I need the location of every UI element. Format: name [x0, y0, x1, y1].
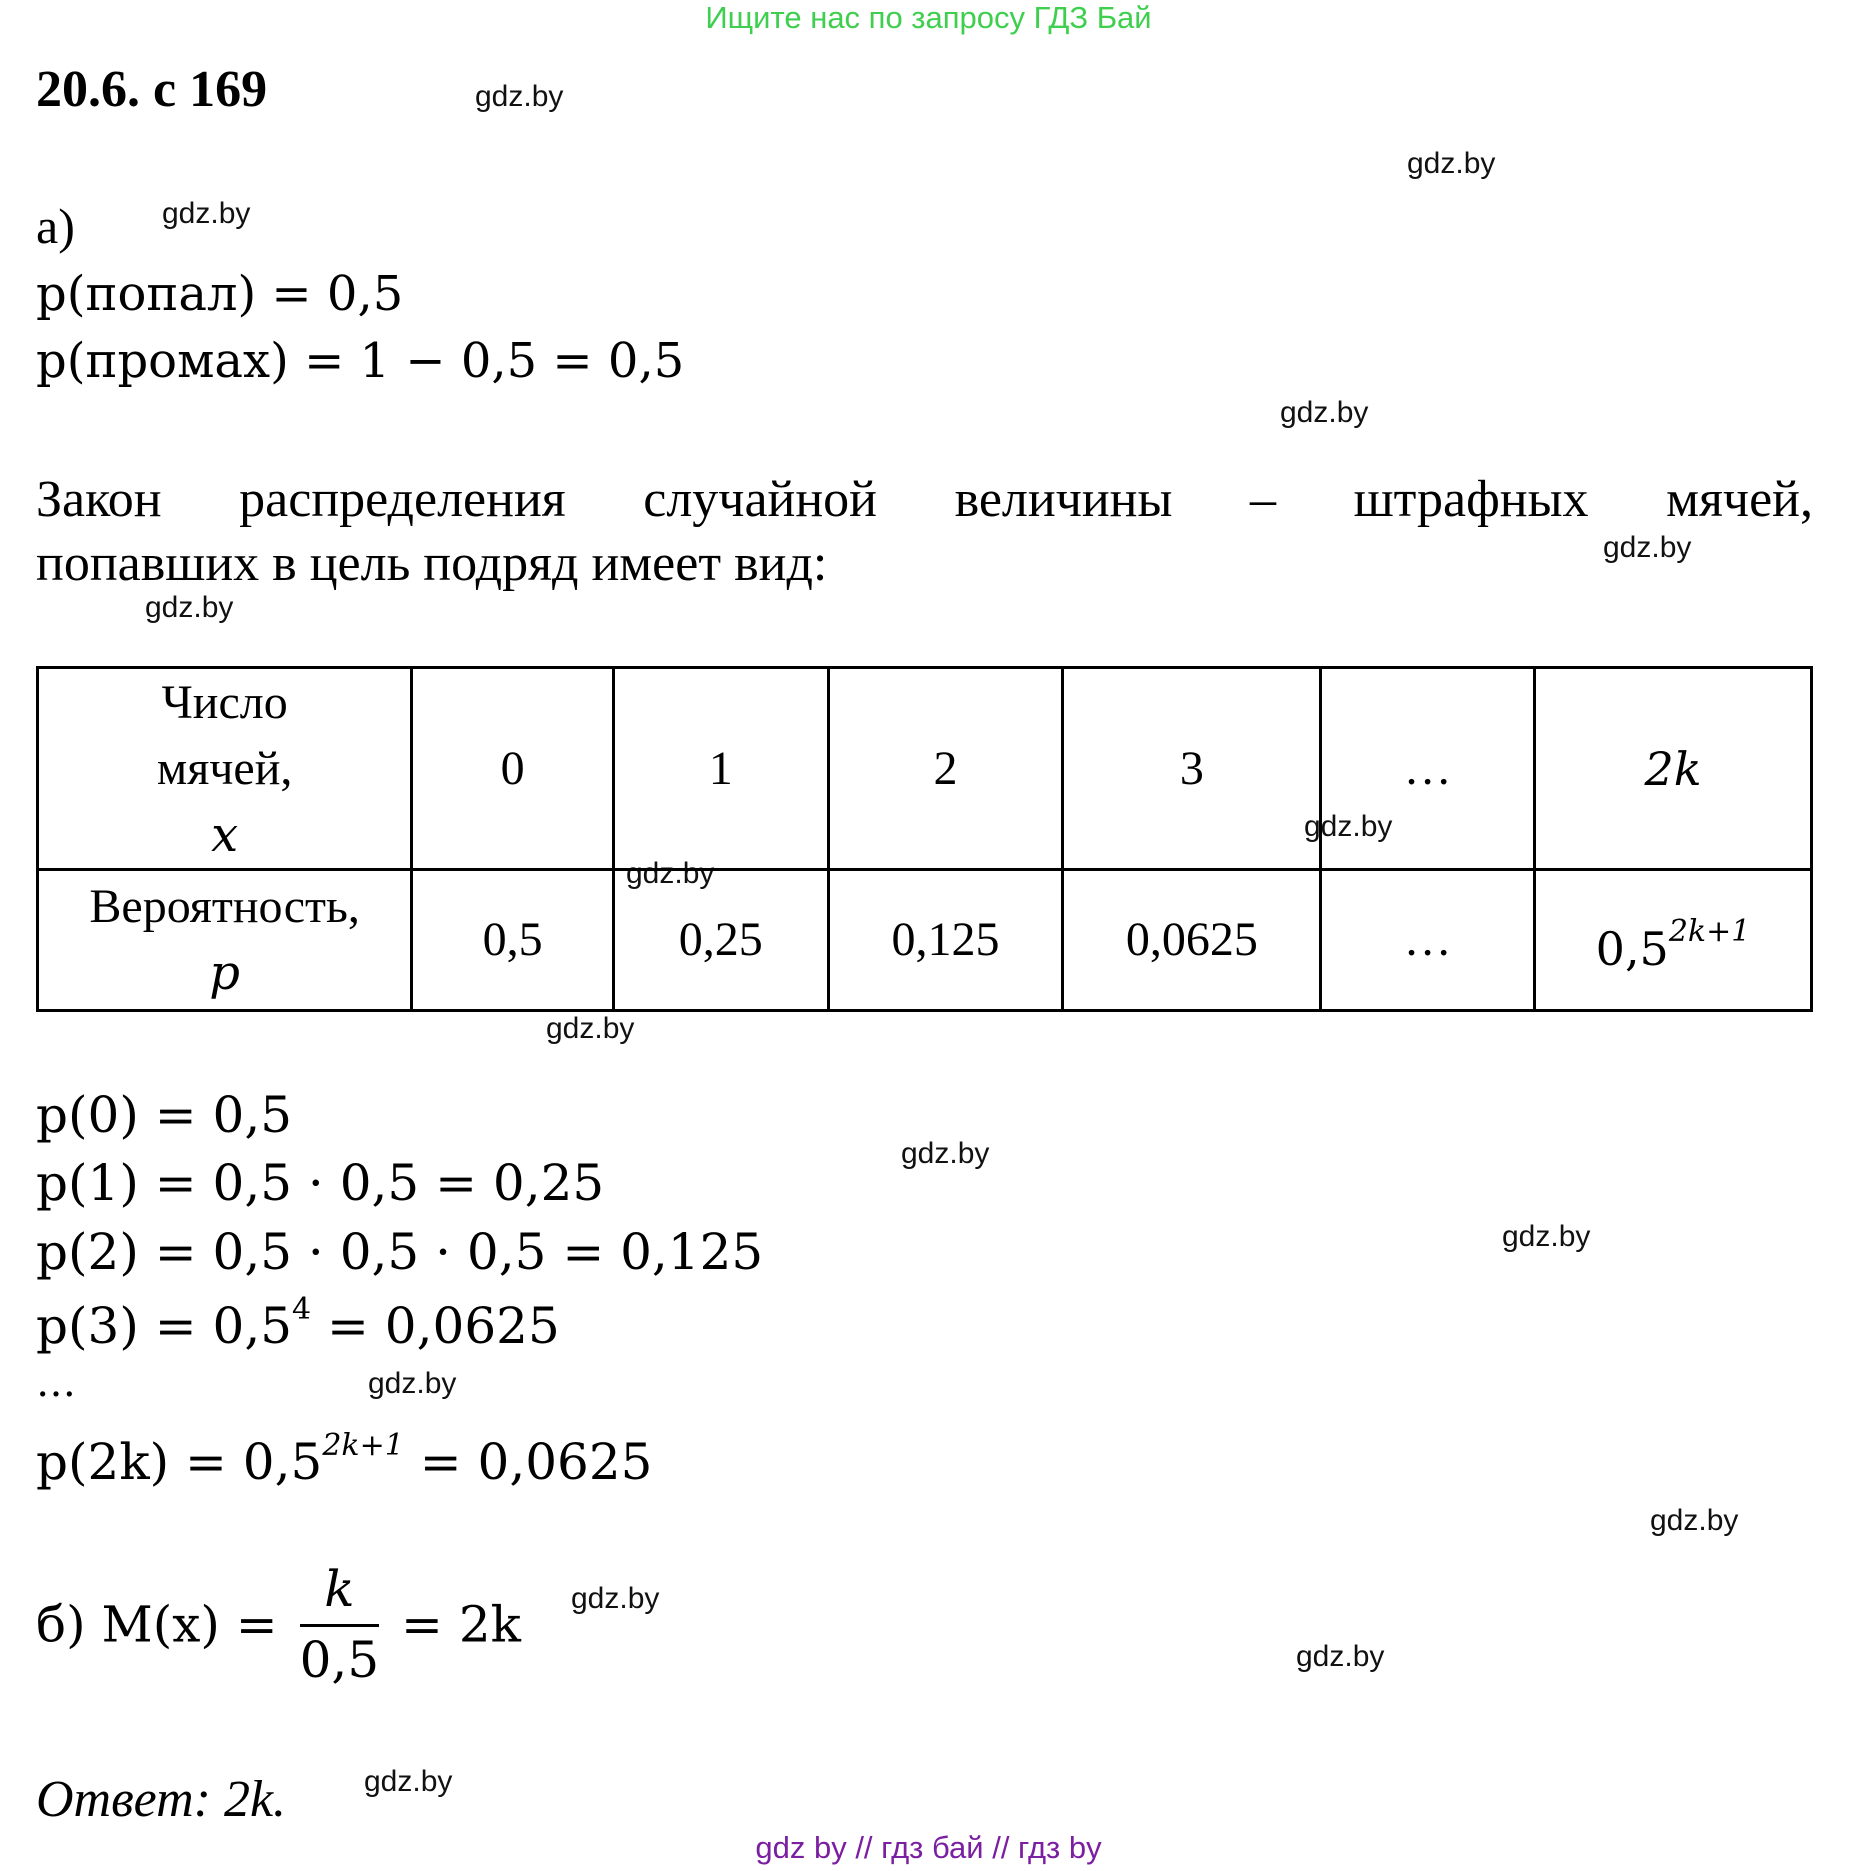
watermark: gdz.by [1296, 1640, 1385, 1673]
watermark: gdz.by [1280, 396, 1369, 429]
distribution-text [36, 468, 1813, 596]
expectation-formula [36, 1560, 521, 1689]
header-line: Вероятность, [89, 880, 360, 933]
part-a-label: а) [36, 198, 75, 254]
table-cell: 3 [1063, 668, 1321, 870]
equation-p2k-result: = 0,0625 [403, 1433, 653, 1491]
watermark: gdz.by [475, 80, 564, 113]
watermark: gdz.by [1502, 1220, 1591, 1253]
top-banner[interactable]: Ищите нас по запросу ГДЗ Бай [705, 0, 1152, 35]
table-cell: … [1321, 668, 1535, 870]
power-base: 0,5 [1595, 921, 1669, 976]
fraction-numerator: k [300, 1560, 380, 1627]
watermark: gdz.by [145, 591, 234, 624]
watermark: gdz.by [901, 1137, 990, 1170]
table-cell: 1 [613, 668, 828, 870]
header-var-x: x [211, 806, 239, 863]
row-header-count [38, 668, 412, 870]
equation-p3-exponent: 4 [292, 1292, 312, 1327]
table-cell: 2k [1535, 668, 1812, 870]
power-exponent: 2k+1 [1668, 913, 1751, 949]
watermark: gdz.by [364, 1765, 453, 1798]
watermark: gdz.by [546, 1012, 635, 1045]
equation-p3-result: = 0,0625 [311, 1297, 560, 1355]
watermark: gdz.by [368, 1367, 457, 1400]
watermark: gdz.by [1650, 1504, 1739, 1537]
equation-p0: p(0) = 0,5 [36, 1086, 293, 1144]
distribution-text-line1: Закон распределения случайной величины – штрафных мячей, [36, 471, 1813, 528]
distribution-table [36, 666, 1813, 1012]
expectation-prefix: б) M(x) = [36, 1595, 278, 1654]
watermark: gdz.by [571, 1582, 660, 1615]
table-cell: 0 [412, 668, 614, 870]
table-cell: 0,125 [828, 870, 1063, 1011]
equation-p2k-base: p(2k) = 0,5 [36, 1433, 323, 1491]
fraction [300, 1560, 380, 1689]
table-cell: 0,0625 [1063, 870, 1321, 1011]
table-cell: … [1321, 870, 1535, 1011]
watermark: gdz.by [1603, 531, 1692, 564]
problem-title: 20.6. с 169 [36, 61, 268, 118]
table-cell: 2 [828, 668, 1063, 870]
equation-hit: p(попал) = 0,5 [36, 266, 404, 322]
table-cell: 0,25 [613, 870, 828, 1011]
equation-p2k-exponent: 2k+1 [322, 1428, 404, 1463]
equation-ellipsis: … [36, 1360, 76, 1406]
equation-miss: p(промах) = 1 − 0,5 = 0,5 [36, 333, 685, 389]
expectation-result: = 2k [401, 1595, 521, 1654]
table-row [38, 870, 1812, 1011]
fraction-denominator: 0,5 [299, 1631, 380, 1689]
table-cell: 0,5 [412, 870, 614, 1011]
watermark: gdz.by [626, 857, 715, 890]
equation-p3-base: p(3) = 0,5 [36, 1297, 293, 1355]
watermark: gdz.by [162, 197, 251, 230]
footer-links[interactable]: gdz by // гдз бай // гдз by [755, 1830, 1102, 1865]
table-cell-last [1535, 870, 1812, 1011]
equation-p3 [36, 1292, 560, 1355]
row-header-probability [38, 870, 412, 1011]
header-line: мячей, [156, 741, 293, 795]
table-row [38, 668, 1812, 870]
watermark: gdz.by [1407, 147, 1496, 180]
equation-p1: p(1) = 0,5 · 0,5 = 0,25 [36, 1154, 605, 1212]
distribution-text-line2: попавших в цель подряд имеет вид: [36, 535, 828, 592]
equation-p2k [36, 1428, 652, 1491]
answer: Ответ: 2k. [36, 1771, 287, 1828]
header-var-p: p [209, 945, 240, 1001]
watermark: gdz.by [1304, 810, 1393, 843]
equation-p2: p(2) = 0,5 · 0,5 · 0,5 = 0,125 [36, 1223, 764, 1281]
header-line: Число [161, 675, 288, 729]
